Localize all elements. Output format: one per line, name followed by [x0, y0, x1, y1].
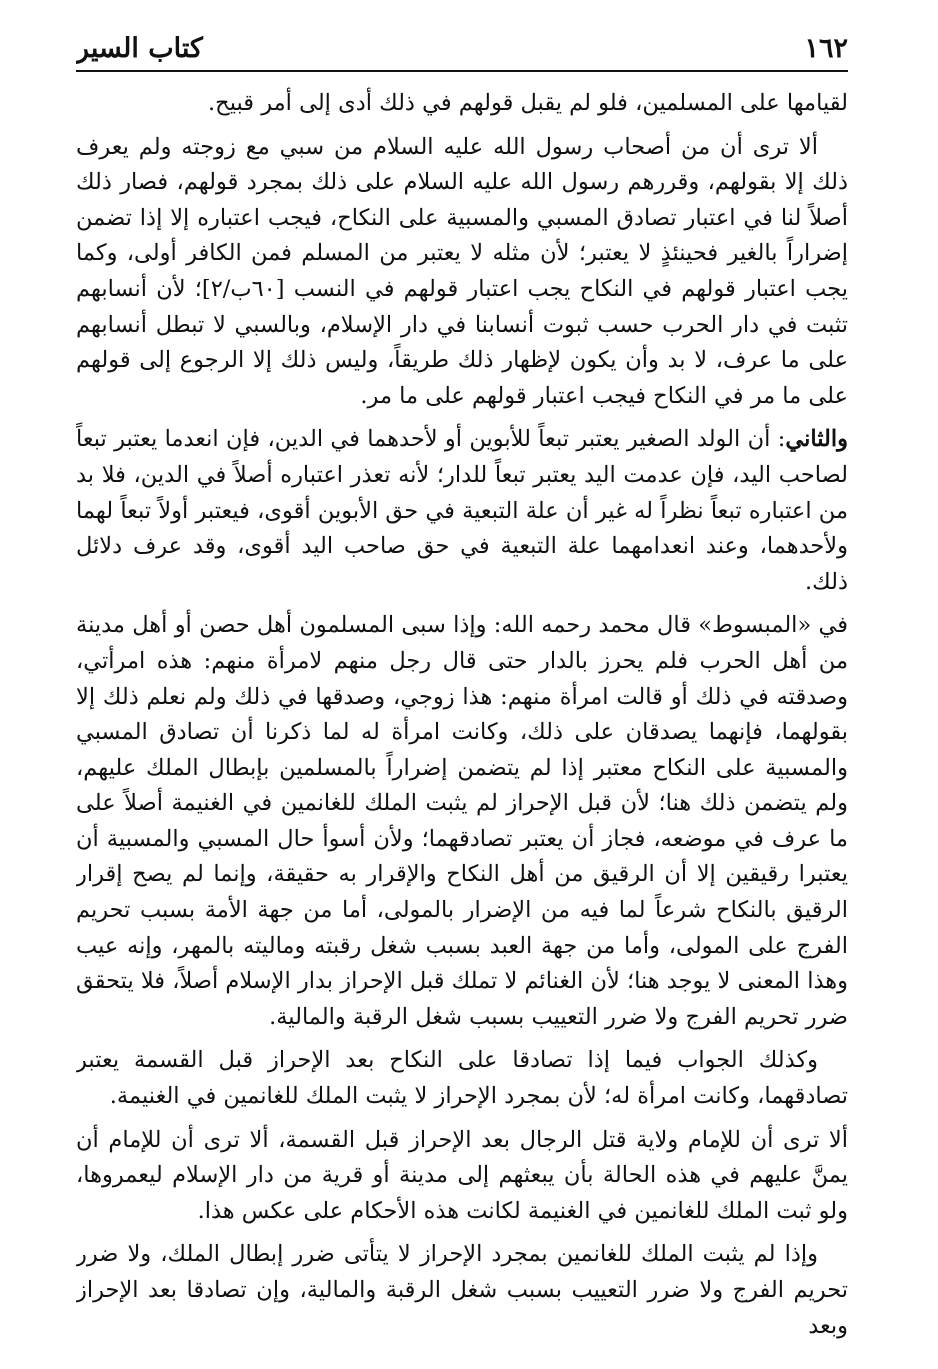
- paragraph-1: [76, 86, 848, 122]
- page-header: [76, 28, 848, 72]
- paragraph-4: [76, 608, 848, 1035]
- paragraph-lead: والثاني: [785, 426, 848, 453]
- page-number: ١٦٢: [804, 33, 848, 64]
- paragraph-7: [76, 1237, 848, 1344]
- paragraph-text: في «المبسوط» قال محمد رحمه الله: وإذا سبى المسلمون أهل حصن أو أهل مدينة من أهل الحرب فلم يحرز بالدار حتى قال رجل منهم لامرأة منهم: هذه امرأتي، وصدقته في ذلك أو قالت امرأة منهم: هذا زوجي، وصدقها في ذلك ولم نعلم ذلك إلا بقولهما، فإنهما يصدقان على ذلك، وكانت امرأة له لما ذكرنا أن تصادق المسبي والمسبية على النكاح معتبر إذا لم يتضمن إضراراً بالمسلمين بإبطال الملك عليهم، ولم يتضمن ذلك هنا؛ لأن قبل الإحراز لم يثبت الملك للغانمين في الغنيمة أصلاً على ما عرف في موضعه، فجاز أن يعتبر تصادقهما؛ ولأن أسوأ حال المسبي والمسبية أن يعتبرا رقيقين إلا أن الرقيق من أهل النكاح والإقرار به حقيقة، وإنما لم يصح إقرار الرقيق بالنكاح شرعاً لما فيه من الإضرار بالمولى، أما من جهة الأمة بسبب تحريم الفرج على المولى، وأما من جهة العبد بسبب شغل رقبته وماليته بالمهر، وإنه عيب وهذا المعنى لا يوجد هنا؛ لأن الغنائم لا تملك قبل الإحراز بدار الإسلام أصلاً، فلا يتحقق ضرر تحريم الفرج ولا ضرر التعييب بسبب شغل الرقبة والمالية.: [76, 612, 848, 1030]
- paragraph-6: [76, 1123, 848, 1230]
- paragraph-3: [76, 422, 848, 600]
- paragraph-text: وإذا لم يثبت الملك للغانمين بمجرد الإحراز لا يتأتى ضرر إبطال الملك، ولا ضرر تحريم الفرج ولا ضرر التعييب بسبب شغل الرقبة والمالية، وإن تصادقا بعد الإحراز وبعد: [76, 1241, 848, 1339]
- paragraph-text: ألا ترى أن من أصحاب رسول الله عليه السلام من سبي مع زوجته ولم يعرف ذلك إلا بقولهم، وقررهم رسول الله عليه السلام على ذلك بمجرد قولهم، فصار ذلك أصلاً لنا في اعتبار تصادق المسبي والمسبية على النكاح، فيجب اعتباره إلا إذا تضمن إضراراً بالغير فحينئذٍ لا يعتبر؛ لأن مثله لا يعتبر من المسلم فمن الكافر أولى، وكما يجب اعتبار قولهم في النكاح يجب اعتبار قولهم في النسب [٦٠ب/٢]؛ لأن أنسابهم تثبت في دار الحرب حسب ثبوت أنسابنا في دار الإسلام، وبالسبي لا تبطل أنسابهم على ما عرف، لا بد وأن يكون لإظهار ذلك طريقاً، وليس ذلك إلا الرجوع إلى قولهم على ما مر في النكاح فيجب اعتبار قولهم على ما مر.: [76, 133, 848, 409]
- book-page: [76, 28, 848, 1348]
- paragraph-5: [76, 1043, 848, 1114]
- running-title: كتاب السير: [76, 33, 203, 64]
- paragraph-text: لقيامها على المسلمين، فلو لم يقبل قولهم في ذلك أدى إلى أمر قبيح.: [208, 90, 848, 116]
- paragraph-text: ألا ترى أن للإمام ولاية قتل الرجال بعد الإحراز قبل القسمة، ألا ترى أن للإمام أن يمنَّ عليهم في هذه الحالة بأن يبعثهم إلى مدينة أو قرية من دار الإسلام ليعمروها، ولو ثبت الملك للغانمين في الغنيمة لكانت هذه الأحكام على عكس هذا.: [76, 1126, 848, 1224]
- paragraph-text: وكذلك الجواب فيما إذا تصادقا على النكاح بعد الإحراز قبل القسمة يعتبر تصادقهما، وكانت امرأة له؛ لأن بمجرد الإحراز لا يثبت الملك للغانمين في الغنيمة.: [76, 1047, 848, 1110]
- paragraph-2: [76, 130, 848, 415]
- paragraph-text: : أن الولد الصغير يعتبر تبعاً للأبوين أو لأحدهما في الدين، فإن انعدما يعتبر تبعاً لصاحب اليد، فإن عدمت اليد يعتبر تبعاً للدار؛ لأنه تعذر اعتباره أصلاً في الدين، فلا بد من اعتباره تبعاً نظراً له غير أن علة التبعية في حق الأبوين أقوى، فيعتبر أولاً تبعاً لهما ولأحدهما، وعند انعدامهما علة التبعية في حق صاحب اليد أقوى، وقد عرف دلائل ذلك.: [76, 426, 848, 595]
- page-body: [76, 86, 848, 1344]
